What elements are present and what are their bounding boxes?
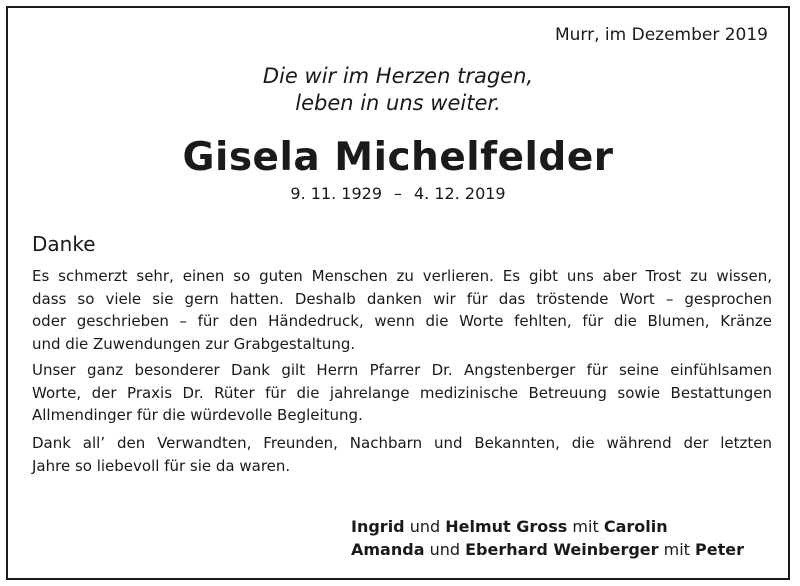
text-line: und die Zuwendungen zur Grabgestaltung. (32, 334, 356, 353)
text-line: dass so viele sie gern hatten. Deshalb danken wir für das tröstende Wort – gesprochen (32, 289, 772, 308)
obituary-notice (6, 6, 790, 580)
conjunction: mit (663, 540, 690, 559)
text-line: oder geschrieben – für den Händedruck, wenn die Worte fehlten, für die Blumen, Kränze (32, 312, 772, 330)
deceased-name: Gisela Michelfelder (182, 135, 614, 180)
birth-date: 9. 11. 1929 (290, 184, 382, 203)
text-line: Es schmerzt sehr, einen so guten Menschen zu verlieren. Es gibt uns aber Trost zu wissen, (32, 267, 772, 285)
signer-name: Carolin (603, 517, 668, 536)
text-line: Dank all’ den Verwandten, Freunden, Nachbarn und Bekannten, die während der letzten (32, 434, 772, 452)
text-line: Worte, der Praxis Dr. Rüter für die jahrelange medizinische Betreuung sowie Bestattungen (32, 383, 772, 402)
place-and-date: Murr, im Dezember 2019 (554, 25, 768, 45)
text-line: Allmendinger für die würdevolle Begleitung. (32, 406, 363, 424)
signer-name: Helmut Gross (445, 517, 568, 536)
conjunction: und (429, 540, 461, 559)
signer-name: Amanda (351, 540, 425, 559)
life-dates (8, 183, 788, 205)
paragraph-relatives (32, 432, 772, 477)
date-separator: – (394, 184, 402, 203)
death-date: 4. 12. 2019 (414, 184, 506, 203)
signer-name: Peter (695, 540, 745, 559)
conjunction: und (409, 517, 441, 536)
thanks-heading: Danke (32, 232, 96, 256)
signer-line-1 (351, 515, 668, 539)
signer-line-2 (351, 538, 744, 562)
conjunction: mit (572, 517, 599, 536)
paragraph-special-thanks (32, 359, 772, 427)
text-line: Jahre so liebevoll für sie da waren. (32, 456, 291, 475)
quote-line-2: leben in uns weiter. (295, 91, 501, 115)
signer-name: Eberhard Weinberger (465, 540, 659, 559)
text-line: Unser ganz besonderer Dank gilt Herrn Pfarrer Dr. Angstenberger für seine einfühlsamen (32, 361, 772, 379)
paragraph-gratitude (32, 265, 772, 355)
quote-line-1: Die wir im Herzen tragen, (262, 64, 534, 88)
signer-name: Ingrid (351, 517, 405, 536)
